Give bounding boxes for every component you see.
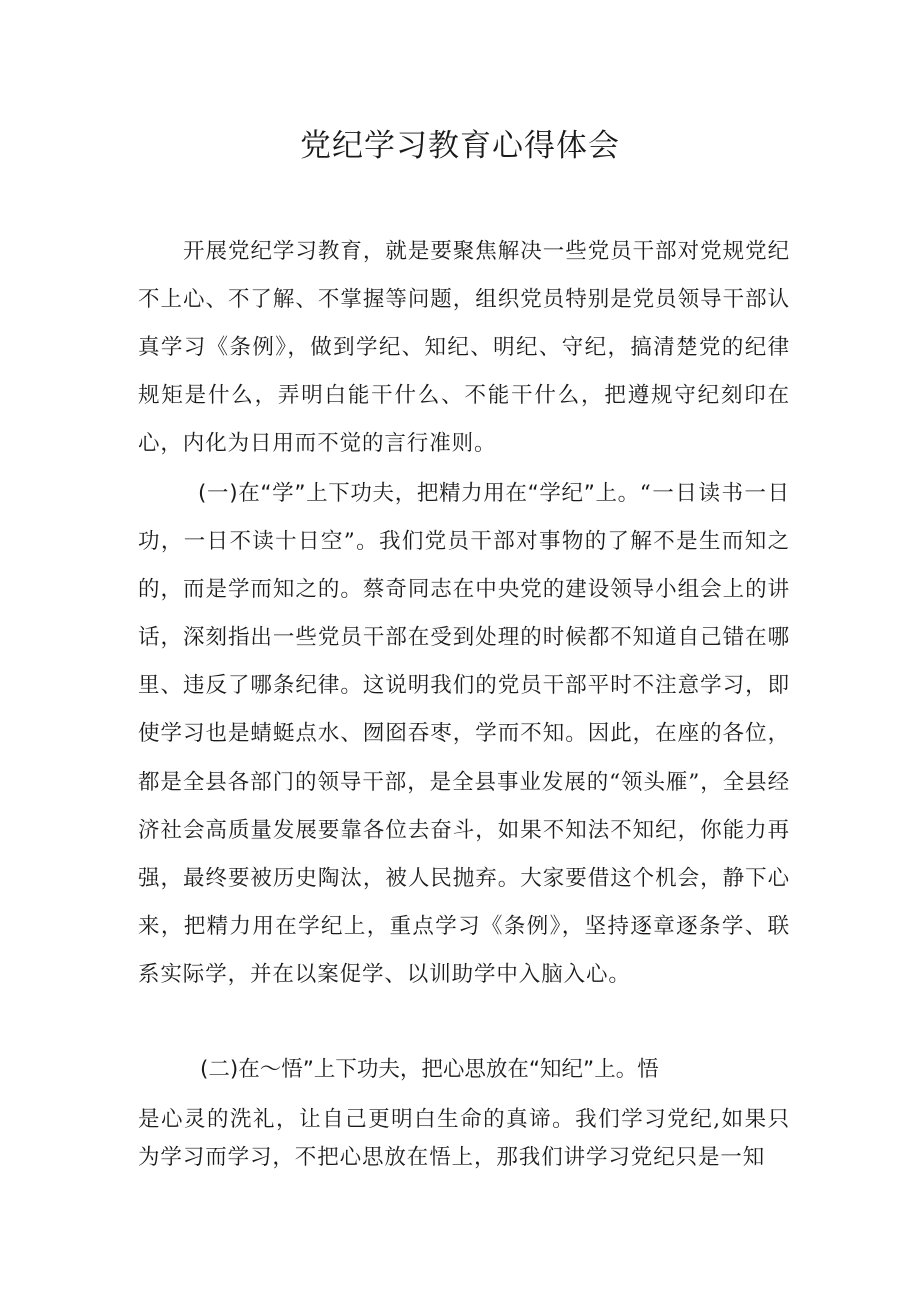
section-1-heading: (一)在“学”上下功夫，把精力用在“学纪”上。 <box>198 481 640 506</box>
document-title: 党纪学习教育心得体会 <box>300 128 620 164</box>
section-1-body: “一日读书一日功，一日不读十日空”。我们党员干部对事物的了解不是生而知之的，而是学而知之的。蔡奇同志在中央党的建设领导小组会上的讲话，深刻指出一些党员干部在受到处理的时候都不知道自己错在哪里、违反了哪条纪律。这说明我们的党员干部平时不注意学习，即使学习也是蜻蜓点水、囫囵吞枣，学而不知。因此，在座的各位，都是全县各部门的领导干部，是全县事业发展的“领头雁”，全县经济社会高质量发展要靠各位去奋斗，如果不知法不知纪，你能力再强，最终要被历史陶汰，被人民抛弃。大家要借这个机会，静下心来，把精力用在学纪上，重点学习《条例》，坚持逐章逐条学、联系实际学，并在以案促学、以训助学中入脑入心。 <box>138 481 790 987</box>
intro-paragraph: 开展党纪学习教育，就是要聚焦解决一些党员干部对党规党纪不上心、不了解、不掌握等问题，组织党员特别是党员领导干部认真学习《条例》，做到学纪、知纪、明纪、守纪，搞清楚党的纪律规矩是什么，弄明白能干什么、不能干什么，把遵规守纪刻印在心，内化为日用而不觉的言行准则。 <box>138 239 790 457</box>
section-2-heading: (二)在〜悟”上下功夫，把心思放在“知纪”上。悟 <box>200 1057 659 1082</box>
section-1-paragraph <box>138 470 790 999</box>
section-2-body: 是心灵的洗礼，让自己更明白生命的真谛。我们学习党纪,如果只为学习而学习，不把心思放在悟上，那我们讲学习党纪只是一知 <box>138 1107 790 1170</box>
